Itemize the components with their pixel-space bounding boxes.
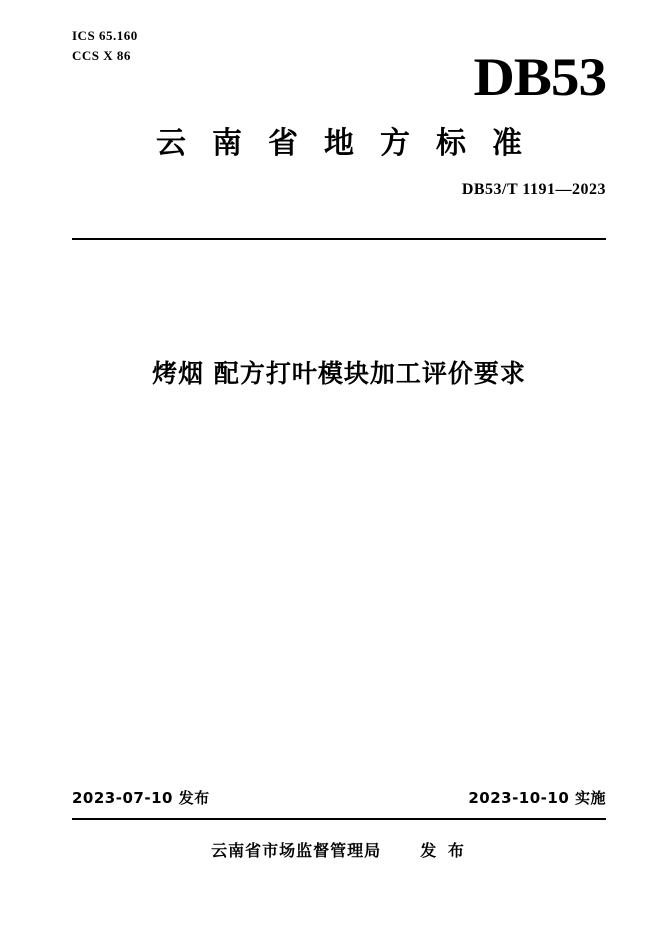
footer-divider <box>72 818 606 820</box>
ics-value: 65.160 <box>98 28 138 43</box>
page-title: 烤烟 配方打叶模块加工评价要求 <box>152 359 526 388</box>
publisher-action: 发 布 <box>420 841 467 860</box>
standard-logo: DB53 <box>473 47 606 107</box>
classification-codes <box>72 26 138 66</box>
publisher-org: 云南省市场监督管理局 <box>211 841 382 860</box>
ccs-label: CCS <box>72 48 100 63</box>
province-standard-heading: 云南省地方标准 <box>156 126 548 161</box>
header-divider <box>72 238 606 240</box>
ccs-code-line <box>72 46 138 66</box>
ics-label: ICS <box>72 28 96 43</box>
implement-date: 2023-10-10 实施 <box>468 789 606 807</box>
ccs-value: X 86 <box>103 48 131 63</box>
ics-code-line <box>72 26 138 46</box>
standard-number: DB53/T 1191—2023 <box>461 181 606 198</box>
publisher-line <box>72 838 606 861</box>
issue-date: 2023-07-10 发布 <box>72 789 210 807</box>
dates-row <box>72 787 606 808</box>
